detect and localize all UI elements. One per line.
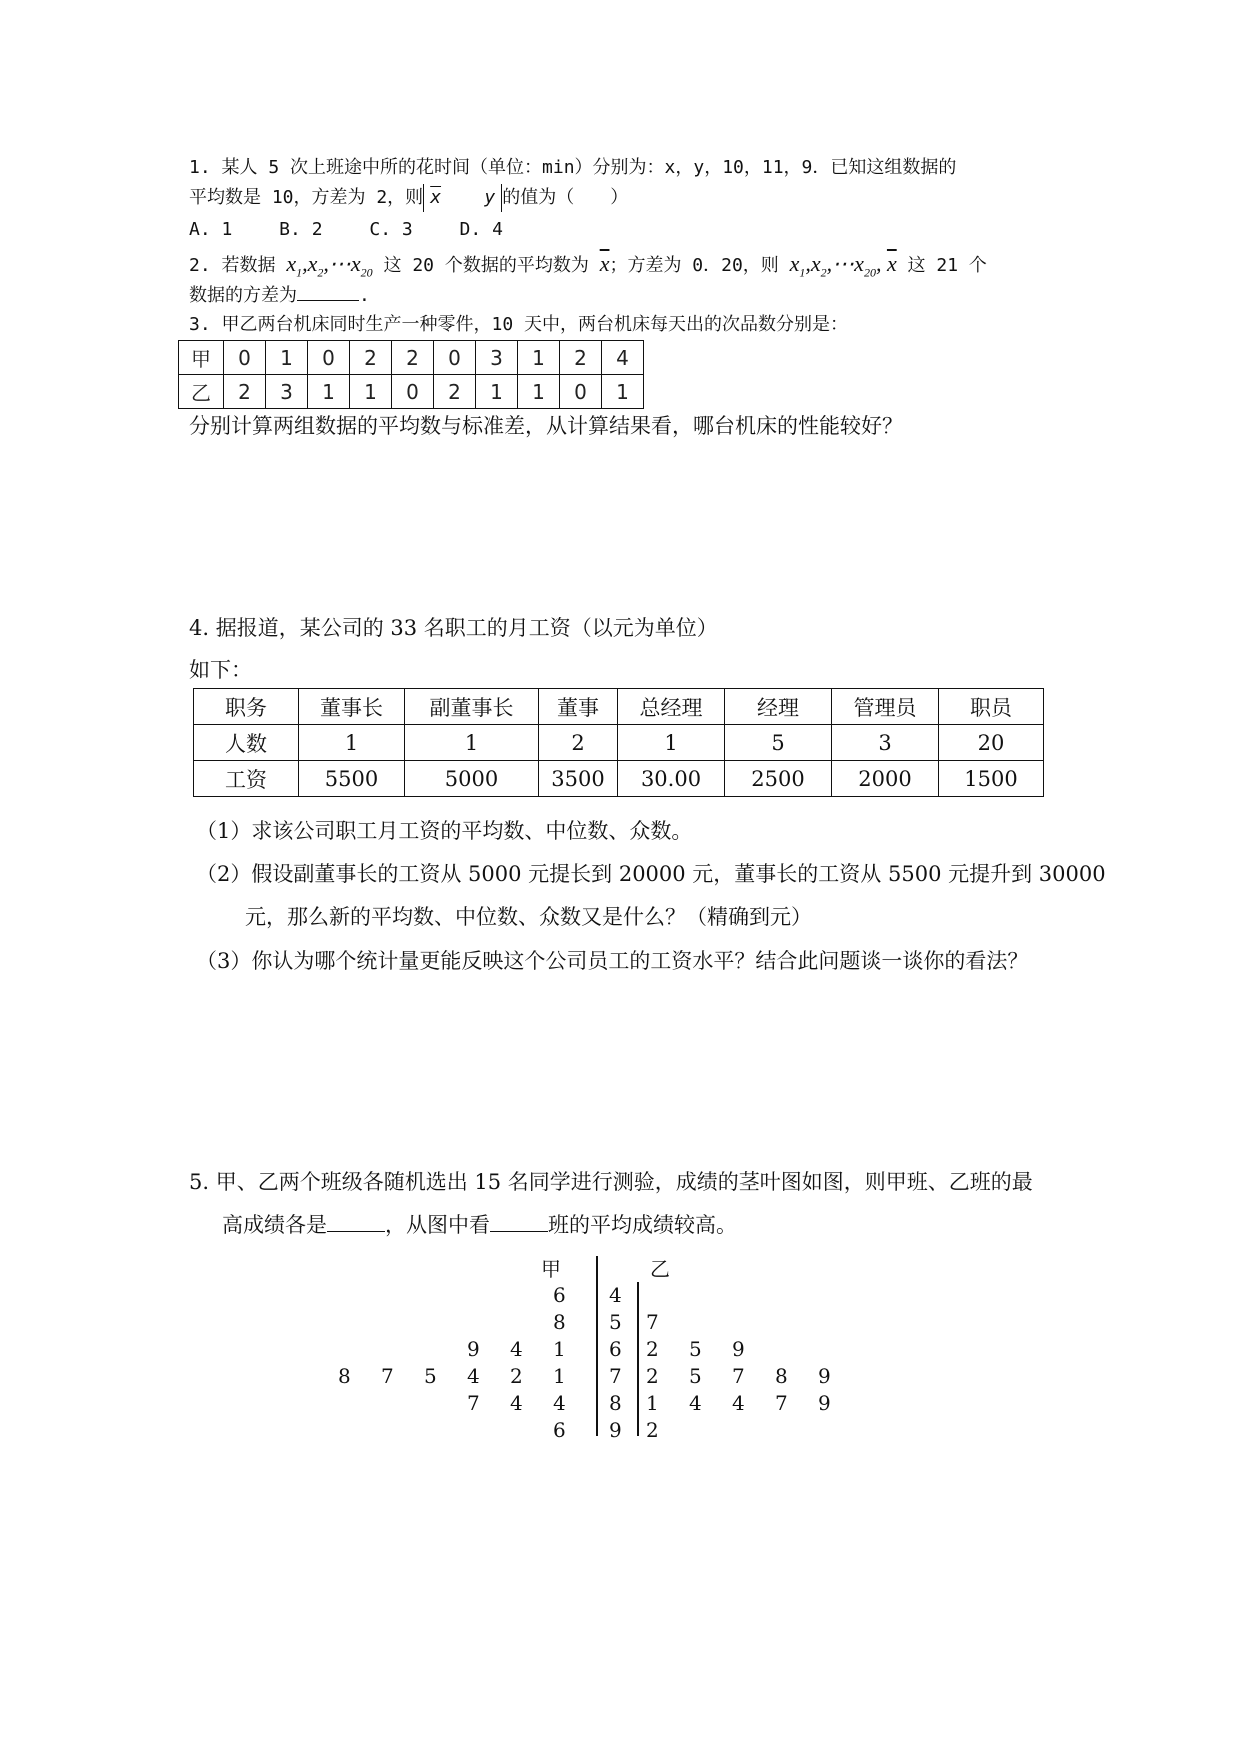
q2-end: 这 21 个 xyxy=(896,255,987,276)
left-leaf: 6 xyxy=(553,1283,566,1307)
q5-blank-highest-scores[interactable] xyxy=(327,1211,385,1232)
right-leaf: 7 xyxy=(646,1310,659,1334)
q5-blank-class[interactable] xyxy=(490,1211,548,1232)
left-leaf: 4 xyxy=(553,1391,566,1415)
right-leaf: 1 xyxy=(646,1391,659,1415)
table-row xyxy=(194,725,1044,761)
q1-line2-post: 的值为（ ） xyxy=(502,187,629,208)
left-leaf: 2 xyxy=(510,1364,523,1388)
stem-value: 4 xyxy=(609,1283,622,1307)
q3-defects-table xyxy=(178,340,644,409)
table-cell: 0 xyxy=(392,375,434,409)
q2-post: ；方差为 0．20，则 xyxy=(609,255,790,276)
table-cell: 1 xyxy=(350,375,392,409)
q2-line2-end: . xyxy=(359,285,370,306)
left-leaf: 7 xyxy=(467,1391,480,1415)
q5-line2 xyxy=(222,1211,737,1239)
right-leaf: 7 xyxy=(732,1364,745,1388)
q1-line1: 1. 某人 5 次上班途中所的花时间（单位：min）分别为：x，y，10，11，9．已知这组数据的 xyxy=(189,157,957,178)
left-leaf: 6 xyxy=(553,1418,566,1442)
right-leaf: 7 xyxy=(775,1391,788,1415)
table-cell: 职员 xyxy=(939,689,1044,725)
table-row xyxy=(194,689,1044,725)
table-cell: 1 xyxy=(308,375,350,409)
right-leaf: 8 xyxy=(775,1364,788,1388)
table-cell: 3 xyxy=(832,725,939,761)
table-cell: 1 xyxy=(299,725,405,761)
left-leaf: 4 xyxy=(510,1337,523,1361)
table-cell: 甲 xyxy=(179,341,224,375)
table-cell: 1 xyxy=(618,725,725,761)
table-cell: 2000 xyxy=(832,761,939,797)
left-leaf: 1 xyxy=(553,1337,566,1361)
table-cell: 总经理 xyxy=(618,689,725,725)
q1-abs-y: y xyxy=(484,187,496,208)
q1-line2 xyxy=(189,184,628,212)
left-leaf: 5 xyxy=(424,1364,437,1388)
table-cell: 工资 xyxy=(194,761,299,797)
q5-line2b: ，从图中看 xyxy=(385,1213,490,1237)
table-cell: 2 xyxy=(434,375,476,409)
q4-part3: （3）你认为哪个统计量更能反映这个公司员工的工资水平？结合此问题谈一谈你的看法？ xyxy=(196,949,1029,973)
q3-question: 分别计算两组数据的平均数与标准差，从计算结果看，哪台机床的性能较好？ xyxy=(189,414,903,438)
q2-line2-text: 数据的方差为 xyxy=(189,285,297,306)
q5-line1: 5. 甲、乙两个班级各随机选出 15 名同学进行测验，成绩的茎叶图如图，则甲班、乙班的最 xyxy=(189,1170,1033,1194)
q1-abs-expression xyxy=(423,184,502,212)
q4-part2-line1: （2）假设副董事长的工资从 5000 元提长到 20000 元，董事长的工资从 5500 元提升到 30000 xyxy=(196,862,1106,886)
q5-line2c: 班的平均成绩较高。 xyxy=(548,1213,737,1237)
table-cell: 乙 xyxy=(179,375,224,409)
q1-options: A. 1 B. 2 C. 3 D. 4 xyxy=(189,219,503,240)
table-cell: 2 xyxy=(350,341,392,375)
left-leaf: 7 xyxy=(381,1364,394,1388)
table-cell: 副董事长 xyxy=(405,689,539,725)
table-cell: 1 xyxy=(405,725,539,761)
stem-value: 8 xyxy=(609,1391,622,1415)
table-cell: 1 xyxy=(602,375,644,409)
q1-line2-pre: 平均数是 10，方差为 2，则 xyxy=(189,187,424,208)
right-leaf: 9 xyxy=(818,1391,831,1415)
q4-line2: 如下： xyxy=(189,658,252,682)
q1-abs-x: $\overline{x}$ xyxy=(430,187,442,208)
table-cell: 人数 xyxy=(194,725,299,761)
table-cell: 0 xyxy=(434,341,476,375)
table-cell: 职务 xyxy=(194,689,299,725)
q2-pre: 2. 若数据 xyxy=(189,255,287,276)
table-cell: 5500 xyxy=(299,761,405,797)
table-cell: 2 xyxy=(392,341,434,375)
right-leaf: 5 xyxy=(689,1364,702,1388)
table-cell: 4 xyxy=(602,341,644,375)
right-leaf: 5 xyxy=(689,1337,702,1361)
table-cell: 2 xyxy=(539,725,618,761)
q2-x-sequence: $x_1,x_2,\cdots x_{20}$ xyxy=(286,251,373,280)
q2-answer-blank[interactable] xyxy=(297,280,359,301)
table-row xyxy=(179,341,644,375)
q5-line2a: 高成绩各是 xyxy=(222,1213,327,1237)
stem-value: 6 xyxy=(609,1337,622,1361)
table-cell: 20 xyxy=(939,725,1044,761)
table-cell: 1500 xyxy=(939,761,1044,797)
table-cell: 董事长 xyxy=(299,689,405,725)
stem-divider-left xyxy=(596,1256,598,1436)
left-leaf: 8 xyxy=(553,1310,566,1334)
table-row xyxy=(194,761,1044,797)
right-leaf: 9 xyxy=(818,1364,831,1388)
stem-value: 7 xyxy=(609,1364,622,1388)
stem-header-right: 乙 xyxy=(650,1257,670,1281)
table-cell: 2 xyxy=(560,341,602,375)
right-leaf: 9 xyxy=(732,1337,745,1361)
left-leaf: 9 xyxy=(467,1337,480,1361)
table-cell: 5 xyxy=(725,725,832,761)
stem-value: 9 xyxy=(609,1418,622,1442)
q3-line: 3. 甲乙两台机床同时生产一种零件，10 天中，两台机床每天出的次品数分别是： xyxy=(189,314,849,335)
table-cell: 3500 xyxy=(539,761,618,797)
right-leaf: 4 xyxy=(732,1391,745,1415)
table-cell: 1 xyxy=(518,375,560,409)
left-leaf: 8 xyxy=(338,1364,351,1388)
table-cell: 3 xyxy=(476,341,518,375)
left-leaf: 4 xyxy=(510,1391,523,1415)
table-cell: 经理 xyxy=(725,689,832,725)
q2-line2 xyxy=(189,280,370,310)
table-cell: 0 xyxy=(224,341,266,375)
stem-divider-right xyxy=(637,1282,639,1436)
table-cell: 1 xyxy=(518,341,560,375)
table-cell: 0 xyxy=(308,341,350,375)
right-leaf: 2 xyxy=(646,1364,659,1388)
q4-part2-line2: 元，那么新的平均数、中位数、众数又是什么？（精确到元） xyxy=(245,905,812,929)
table-cell: 管理员 xyxy=(832,689,939,725)
table-cell: 1 xyxy=(266,341,308,375)
left-leaf: 1 xyxy=(553,1364,566,1388)
table-cell: 2 xyxy=(224,375,266,409)
stem-value: 5 xyxy=(609,1310,622,1334)
right-leaf: 4 xyxy=(689,1391,702,1415)
q2-mid: 这 20 个数据的平均数为 xyxy=(372,255,600,276)
q4-line1: 4. 据报道，某公司的 33 名职工的月工资（以元为单位） xyxy=(189,616,718,640)
table-cell: 2500 xyxy=(725,761,832,797)
left-leaf: 4 xyxy=(467,1364,480,1388)
table-cell: 1 xyxy=(476,375,518,409)
table-cell: 30.00 xyxy=(618,761,725,797)
q2-x-sequence-2: $x_1,x_2,\cdots x_{20}$, xyxy=(789,251,887,280)
table-cell: 董事 xyxy=(539,689,618,725)
right-leaf: 2 xyxy=(646,1337,659,1361)
q4-part1: （1）求该公司职工月工资的平均数、中位数、众数。 xyxy=(196,819,693,843)
table-cell: 5000 xyxy=(405,761,539,797)
stem-header-left: 甲 xyxy=(541,1257,561,1281)
q4-salary-table xyxy=(193,688,1044,797)
table-row xyxy=(179,375,644,409)
table-cell: 3 xyxy=(266,375,308,409)
table-cell: 0 xyxy=(560,375,602,409)
q2-xbar: $\overline{x}$ xyxy=(599,251,610,276)
q2-xbar-2: $\overline{x}$ xyxy=(886,251,897,276)
right-leaf: 2 xyxy=(646,1418,659,1442)
